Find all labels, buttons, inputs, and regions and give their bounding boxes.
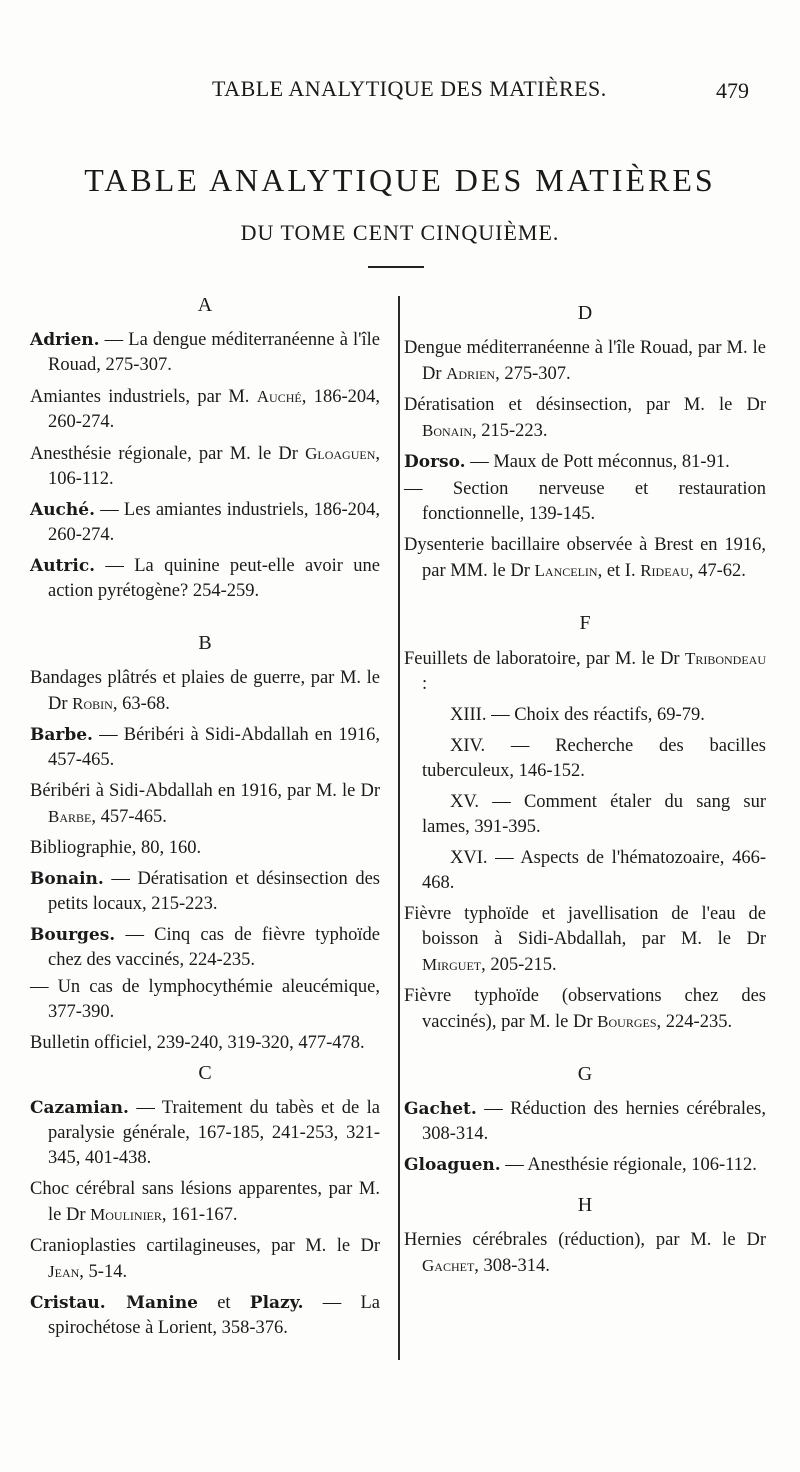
entry-author: Bonain bbox=[422, 421, 472, 440]
index-entry bbox=[30, 554, 380, 604]
entry-text: — Cinq cas de fièvre typhoïde chez des vaccinés, 224-235. bbox=[48, 925, 380, 970]
entry-text: — Un cas de lymphocythémie aleucémique, 377-390. bbox=[30, 977, 380, 1022]
index-entry bbox=[30, 923, 380, 973]
section-letter-h: H bbox=[577, 1194, 593, 1216]
entry-author: Bourges. bbox=[30, 925, 116, 945]
entry-author: Cristau. Manine bbox=[30, 1293, 198, 1313]
entry-author: Barbe bbox=[48, 807, 92, 826]
index-entry bbox=[30, 1234, 380, 1285]
entry-author: Auché bbox=[256, 387, 302, 406]
entry-author: Bonain. bbox=[30, 869, 104, 889]
entry-author: Tribondeau bbox=[684, 649, 766, 668]
entry-pages: , 275-307. bbox=[495, 364, 571, 384]
index-entry bbox=[30, 1291, 380, 1341]
entry-text: — Section nerveuse et restauration fonctionnelle, 139-145. bbox=[404, 479, 766, 524]
entry-text: — La spirochétose à Lorient, 358-376. bbox=[48, 1293, 380, 1338]
entry-pages: , 106-112. bbox=[48, 444, 380, 489]
entry-text: — La dengue méditerranéenne à l'île Rouad, 275-307. bbox=[48, 330, 380, 375]
index-entry bbox=[404, 450, 766, 475]
index-entry bbox=[30, 867, 380, 917]
entry-author: Mirguet bbox=[422, 955, 482, 974]
entry-text: XIV. — Recherche des bacilles tuberculeux, 146-152. bbox=[422, 736, 766, 781]
column-divider bbox=[398, 296, 400, 1360]
index-entry bbox=[404, 1153, 766, 1178]
entry-pages: , 161-167. bbox=[161, 1205, 238, 1225]
entry-text: — Maux de Pott méconnus, 81-91. bbox=[465, 452, 730, 472]
entry-author: Gloaguen. bbox=[404, 1155, 501, 1175]
entry-text: XIII. — Choix des réactifs, 69-79. bbox=[450, 705, 705, 725]
index-entry bbox=[404, 1097, 766, 1147]
section-letter-f: F bbox=[579, 612, 591, 634]
index-entry bbox=[30, 328, 380, 378]
entry-text: Cranioplasties cartilagineuses, par M. le Dr bbox=[30, 1236, 380, 1256]
index-entry bbox=[30, 666, 380, 717]
entry-text: Béribéri à Sidi-Abdallah en 1916, par M. le Dr bbox=[30, 781, 380, 801]
section-letter-c: C bbox=[198, 1062, 212, 1084]
index-entry bbox=[30, 441, 380, 492]
entry-pages: , 5-14. bbox=[79, 1262, 128, 1282]
entry-author: Cazamian. bbox=[30, 1098, 129, 1118]
index-entry bbox=[30, 1096, 380, 1171]
page-subtitle: DU TOME CENT CINQUIÈME. bbox=[240, 220, 560, 245]
page-number: 479 bbox=[716, 78, 749, 103]
left-column bbox=[30, 294, 380, 1347]
running-header bbox=[0, 76, 800, 106]
entry-text: Dératisation et désinsection, par M. le Dr bbox=[404, 395, 766, 415]
entry-pages: , 63-68. bbox=[112, 694, 170, 714]
index-entry bbox=[404, 1228, 766, 1279]
index-entry bbox=[30, 384, 380, 435]
entry-text: — Traitement du tabès et de la paralysie générale, 167-185, 241-253, 321-345, 401-438. bbox=[48, 1098, 380, 1168]
entry-pages: , 215-223. bbox=[472, 421, 548, 441]
entry-text: — Les amiantes industriels, 186-204, 260-274. bbox=[48, 500, 380, 545]
right-column bbox=[404, 294, 766, 1285]
entry-author: Dorso. bbox=[404, 452, 466, 472]
index-entry bbox=[30, 836, 380, 861]
title-rule bbox=[368, 266, 424, 268]
index-entry bbox=[404, 703, 766, 728]
index-entry bbox=[30, 1031, 380, 1056]
index-entry bbox=[404, 902, 766, 978]
entry-text: Hernies cérébrales (réduction), par M. le Dr bbox=[404, 1230, 766, 1250]
page-title: TABLE ANALYTIQUE DES MATIÈRES bbox=[84, 162, 716, 198]
entry-author: Jean bbox=[48, 1262, 80, 1281]
entry-author: Lancelin bbox=[534, 561, 598, 580]
entry-pages: , 308-314. bbox=[474, 1256, 550, 1276]
entry-text: Amiantes industriels, par M. bbox=[30, 387, 257, 407]
entry-text: Choc cérébral sans lésions apparentes, par M. le Dr bbox=[30, 1179, 380, 1225]
entry-author: Adrien. bbox=[30, 330, 100, 350]
index-entry bbox=[30, 723, 380, 773]
index-entry bbox=[404, 393, 766, 444]
entry-text: Bulletin officiel, 239-240, 319-320, 477-478. bbox=[30, 1033, 365, 1053]
entry-author: Robin bbox=[72, 694, 113, 713]
running-title: TABLE ANALYTIQUE DES MATIÈRES. bbox=[212, 76, 607, 101]
entry-text: Dysenterie bacillaire observée à Brest en 1916, par MM. le Dr bbox=[404, 535, 766, 581]
index-entry bbox=[404, 477, 766, 527]
index-entry bbox=[404, 734, 766, 784]
entry-text: — Dératisation et désinsection des petits locaux, 215-223. bbox=[48, 869, 380, 914]
entry-pages: , 186-204, 260-274. bbox=[48, 387, 380, 432]
entry-author: Barbe. bbox=[30, 725, 93, 745]
entry-author: Plazy. bbox=[249, 1293, 304, 1313]
entry-author: Adrien bbox=[446, 364, 496, 383]
entry-text: , et I. bbox=[597, 561, 641, 581]
entry-pages: , 47-62. bbox=[688, 561, 746, 581]
entry-text: XV. — Comment étaler du sang sur lames, 391-395. bbox=[422, 792, 766, 837]
entry-text: — Anesthésie régionale, 106-112. bbox=[500, 1155, 757, 1175]
entry-pages: , 457-465. bbox=[91, 807, 167, 827]
entry-pages: , 205-215. bbox=[481, 955, 557, 975]
entry-author: Gachet bbox=[422, 1256, 475, 1275]
section-letter-b: B bbox=[198, 632, 212, 654]
entry-text: — Réduction des hernies cérébrales, 308-314. bbox=[422, 1099, 766, 1144]
entry-text: Dengue méditerranéenne à l'île Rouad, par M. le Dr bbox=[404, 338, 766, 384]
entry-author: Moulinier bbox=[90, 1205, 162, 1224]
entry-text: Fièvre typhoïde (observations chez des vaccinés), par M. le Dr bbox=[404, 986, 766, 1032]
index-entry bbox=[404, 984, 766, 1035]
index-entry bbox=[30, 498, 380, 548]
section-letter-g: G bbox=[577, 1063, 593, 1085]
entry-author: Bourges bbox=[597, 1012, 657, 1031]
entry-text: : bbox=[422, 674, 428, 694]
entry-text: Bandages plâtrés et plaies de guerre, par M. le Dr bbox=[30, 668, 380, 714]
entry-text: XVI. — Aspects de l'hématozoaire, 466-468. bbox=[422, 848, 766, 893]
entry-author: Gachet. bbox=[404, 1099, 477, 1119]
entry-author: Auché. bbox=[30, 500, 95, 520]
index-entry bbox=[404, 846, 766, 896]
entry-text: et bbox=[198, 1293, 250, 1313]
index-entry bbox=[404, 336, 766, 387]
index-entry bbox=[404, 533, 766, 584]
entry-author: Autric. bbox=[30, 556, 96, 576]
entry-author: Rideau bbox=[640, 561, 689, 580]
entry-author: Gloaguen bbox=[305, 444, 376, 463]
index-entry bbox=[404, 790, 766, 840]
index-entry bbox=[404, 646, 766, 697]
index-entry bbox=[30, 975, 380, 1025]
entry-text: Feuillets de laboratoire, par M. le Dr bbox=[404, 649, 685, 669]
entry-pages: , 224-235. bbox=[656, 1012, 733, 1032]
entry-text: Anesthésie régionale, par M. le Dr bbox=[30, 444, 306, 464]
entry-text: — La quinine peut-elle avoir une action pyrétogène? 254-259. bbox=[48, 556, 380, 601]
entry-text: — Béribéri à Sidi-Abdallah en 1916, 457-465. bbox=[48, 725, 380, 770]
entry-text: Bibliographie, 80, 160. bbox=[30, 838, 202, 858]
section-letter-d: D bbox=[577, 302, 593, 324]
index-entry bbox=[30, 1177, 380, 1228]
entry-text: Fièvre typhoïde et javellisation de l'eau de boisson à Sidi-Abdallah, par M. le Dr bbox=[404, 904, 766, 949]
index-entry bbox=[30, 779, 380, 830]
section-letter-a: A bbox=[197, 294, 213, 316]
